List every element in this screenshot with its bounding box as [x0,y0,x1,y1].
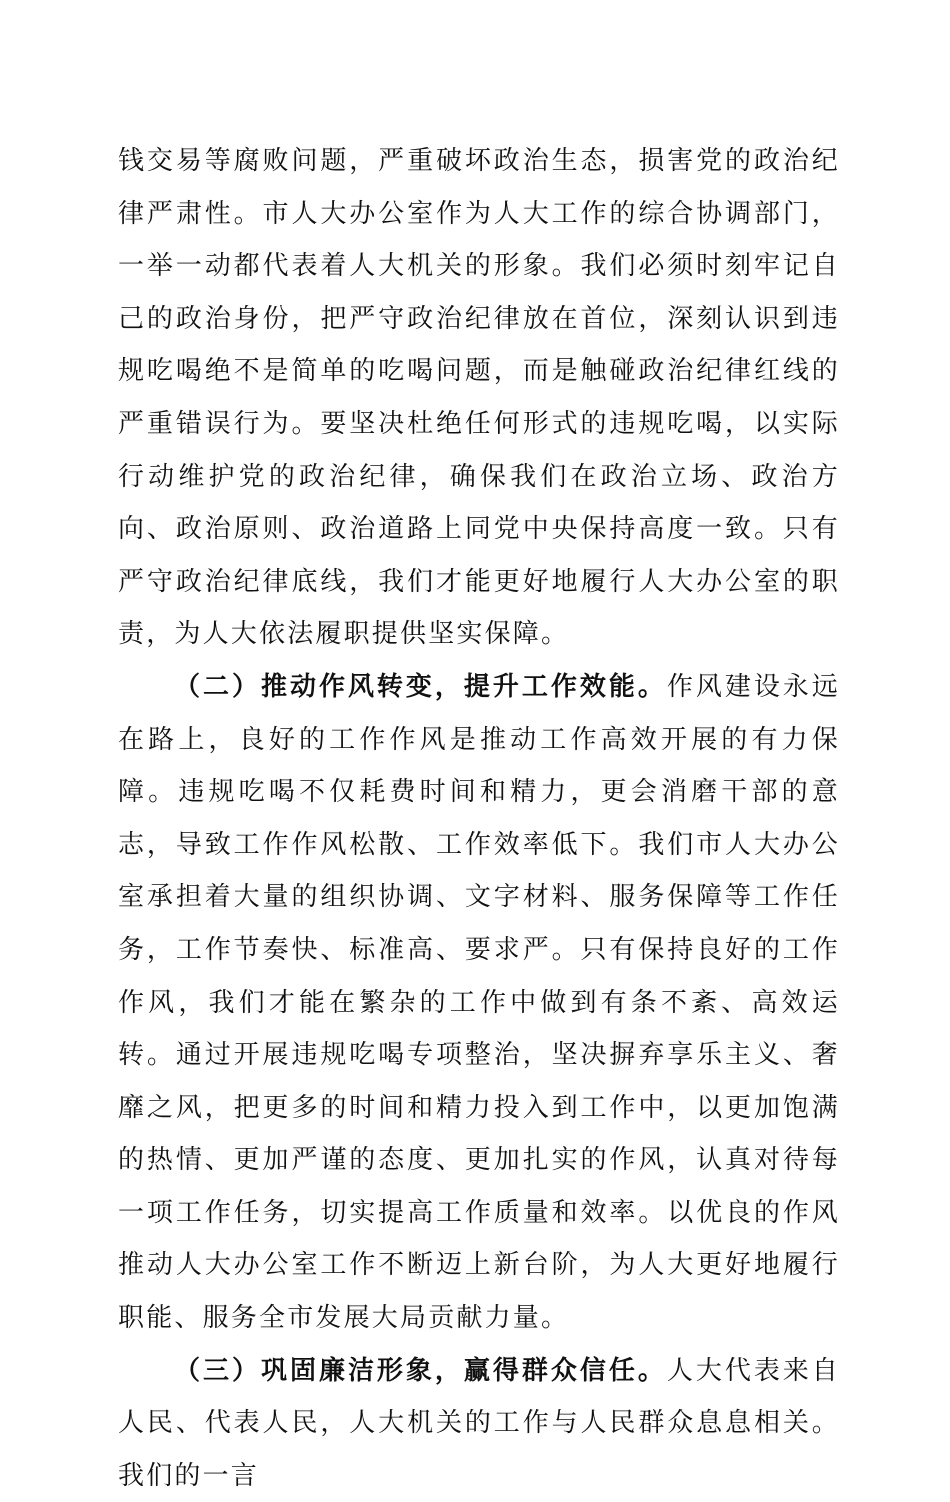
paragraph-section-two [118,661,840,1345]
section-heading: （二）推动作风转变，提升工作效能。 [174,671,667,702]
paragraph-body: 钱交易等腐败问题，严重破坏政治生态，损害党的政治纪律严肃性。市人大办公室作为人大工作的综合协调部门，一举一动都代表着人大机关的形象。我们必须时刻牢记自己的政治身份，把严守政治纪律放在首位，深刻认识到违规吃喝绝不是简单的吃喝问题，而是触碰政治纪律红线的严重错误行为。要坚决杜绝任何形式的违规吃喝，以实际行动维护党的政治纪律，确保我们在政治立场、政治方向、政治原则、政治道路上同党中央保持高度一致。只有严守政治纪律底线，我们才能更好地履行人大办公室的职责，为人大依法履职提供坚实保障。 [118,146,840,650]
paragraph-continuation [118,135,840,661]
paragraph-body: 人大代表来自人民、代表人民，人大机关的工作与人民群众息息相关。我们的一言 [118,1355,840,1491]
paragraph-section-three [118,1345,840,1502]
document-body [118,135,840,1502]
section-heading: （三）巩固廉洁形象，赢得群众信任。 [174,1355,667,1386]
paragraph-body: 作风建设永远在路上，良好的工作作风是推动工作高效开展的有力保障。违规吃喝不仅耗费时间和精力，更会消磨干部的意志，导致工作作风松散、工作效率低下。我们市人大办公室承担着大量的组织协调、文字材料、服务保障等工作任务，工作节奏快、标准高、要求严。只有保持良好的工作作风，我们才能在繁杂的工作中做到有条不紊、高效运转。通过开展违规吃喝专项整治，坚决摒弃享乐主义、奢靡之风，把更多的时间和精力投入到工作中，以更加饱满的热情、更加严谨的态度、更加扎实的作风，认真对待每一项工作任务，切实提高工作质量和效率。以优良的作风推动人大办公室工作不断迈上新台阶，为人大更好地履行职能、服务全市发展大局贡献力量。 [118,671,840,1334]
